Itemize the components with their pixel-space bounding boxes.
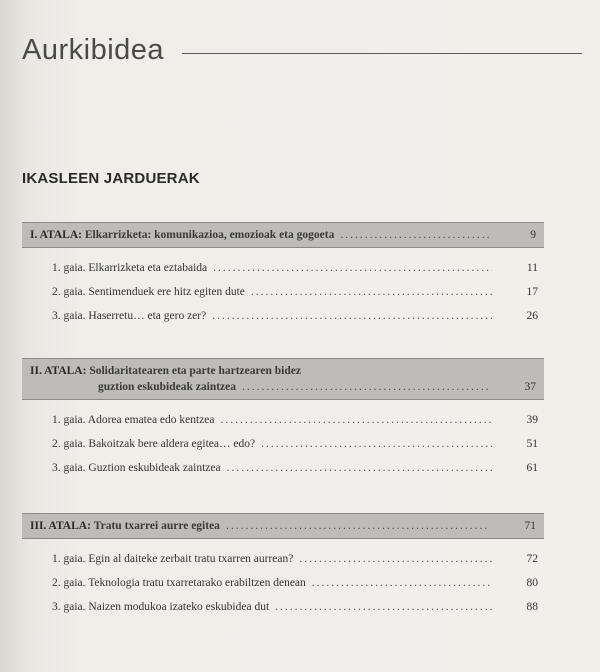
toc-item-page: 72 [526, 553, 538, 565]
part-label: III. ATALA: [30, 520, 91, 532]
part-title: Solidaritatearen eta parte hartzearen bidez [89, 365, 301, 377]
part-page-number: 9 [530, 229, 536, 241]
toc-item-page: 26 [526, 310, 538, 322]
part-title: Tratu txarrei aurre egitea [93, 520, 220, 532]
toc-item-page: 11 [526, 262, 538, 274]
leader-dots [213, 256, 492, 280]
toc-item[interactable] [52, 408, 538, 432]
toc-item-label: 1. gaia. Adorea ematea edo kentzea [52, 414, 215, 426]
toc-item[interactable] [52, 280, 538, 304]
leader-dots [242, 379, 490, 395]
part-header-bar [22, 222, 544, 248]
part-title: Elkarrizketa: komunikazioa, emozioak eta gogoeta [84, 229, 335, 241]
toc-item-page: 61 [526, 462, 538, 474]
toc-item-label: 3. gaia. Guztion eskubideak zaintzea [52, 462, 221, 474]
toc-item-label: 3. gaia. Haserretu… eta gero zer? [52, 310, 207, 322]
toc-item[interactable] [52, 456, 538, 480]
toc-item-label: 2. gaia. Bakoitzak bere aldera egitea… edo? [52, 438, 256, 450]
toc-item-label: 1. gaia. Egin al daiteke zerbait tratu txarren aurrean? [52, 553, 294, 565]
part-page-number: 37 [524, 381, 536, 393]
toc-item-page: 39 [526, 414, 538, 426]
page-title-row [22, 30, 582, 70]
toc-item[interactable] [52, 432, 538, 456]
toc-item-label: 3. gaia. Naizen modukoa izateko eskubidea dut [52, 601, 270, 613]
toc-item[interactable] [52, 304, 538, 328]
toc-items [22, 547, 544, 619]
toc-item-label: 2. gaia. Teknologia tratu txarretarako erabiltzen denean [52, 577, 306, 589]
toc-part-1 [22, 222, 544, 328]
leader-dots [340, 227, 490, 243]
section-heading: IKASLEEN JARDUERAK [22, 170, 200, 187]
part-label: II. ATALA: [30, 365, 87, 377]
toc-item-page: 17 [526, 286, 538, 298]
leader-dots [227, 456, 492, 480]
leader-dots [261, 432, 492, 456]
toc-item-label: 2. gaia. Sentimenduek ere hitz egiten dute [52, 286, 245, 298]
toc-item-page: 88 [526, 601, 538, 613]
toc-item[interactable] [52, 571, 538, 595]
toc-items [22, 408, 544, 480]
leader-dots [299, 547, 492, 571]
toc-items [22, 256, 544, 328]
toc-part-2 [22, 358, 544, 480]
title-rule [182, 53, 582, 54]
leader-dots [275, 595, 492, 619]
toc-item-page: 80 [526, 577, 538, 589]
part-page-number: 71 [524, 520, 536, 532]
leader-dots [226, 518, 490, 534]
part-header-bar [22, 358, 544, 400]
toc-item[interactable] [52, 547, 538, 571]
page-title: Aurkibidea [22, 33, 165, 66]
toc-item-page: 51 [526, 438, 538, 450]
toc-part-3 [22, 513, 544, 619]
leader-dots [221, 408, 492, 432]
toc-item[interactable] [52, 595, 538, 619]
part-title-continued: guztion eskubideak zaintzea [98, 381, 237, 393]
part-header-bar [22, 513, 544, 539]
part-label: I. ATALA: [30, 229, 82, 241]
toc-item[interactable] [52, 256, 538, 280]
leader-dots [212, 304, 492, 328]
leader-dots [312, 571, 492, 595]
toc-item-label: 1. gaia. Elkarrizketa eta eztabaida [52, 262, 208, 274]
leader-dots [251, 280, 492, 304]
